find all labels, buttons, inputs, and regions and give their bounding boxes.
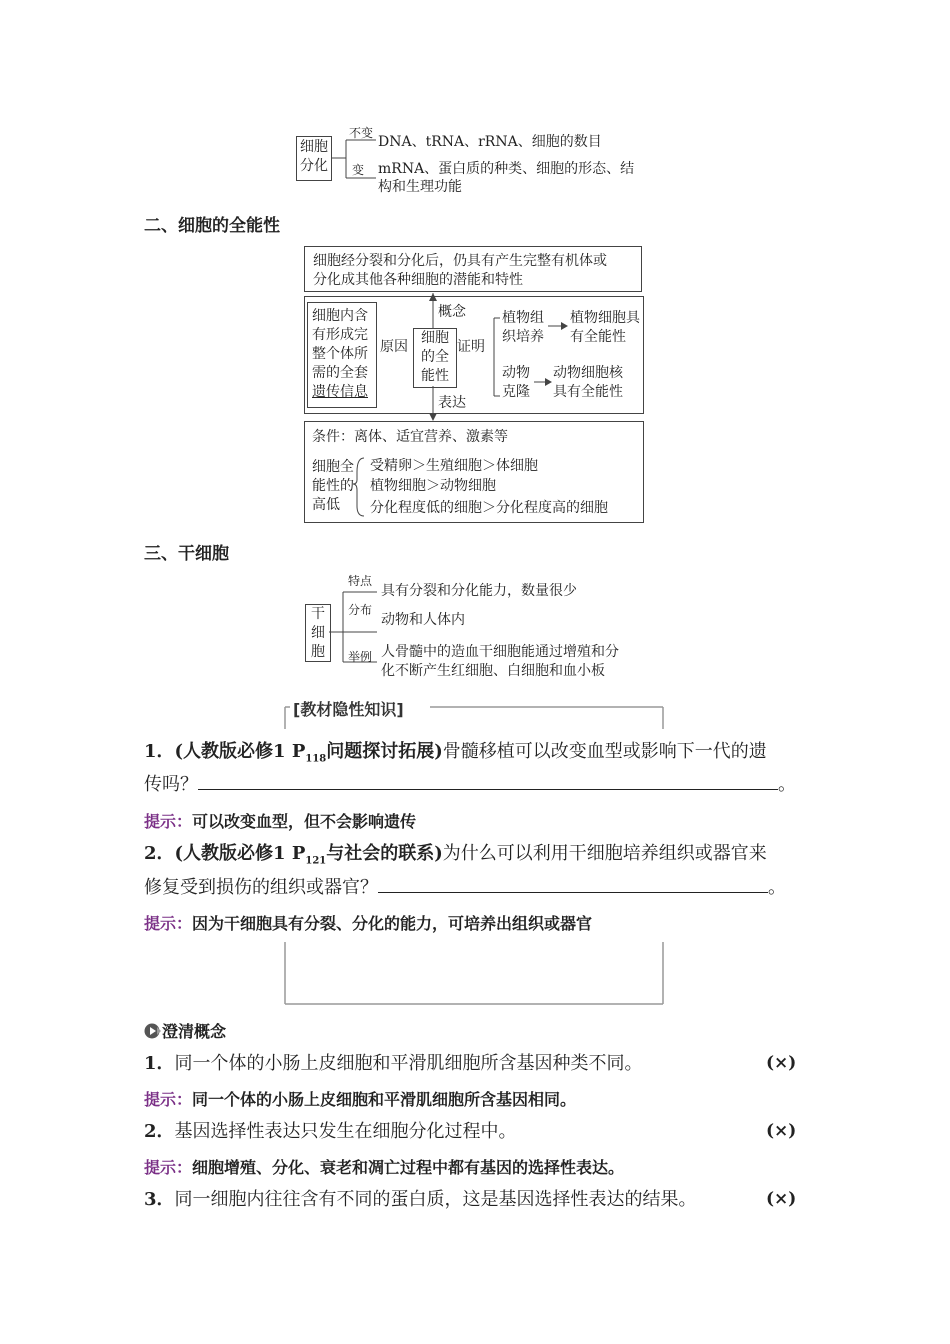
clarify-2-hint-text: 细胞增殖、分化、衰老和凋亡过程中都有基因的选择性表达。 [192, 1158, 625, 1177]
hidden-knowledge-title: [教材隐性知识] [293, 700, 404, 719]
level-label-line-3: 高低 [312, 497, 340, 513]
clarify-2-hint [144, 1155, 624, 1178]
clarify-1-hint-text: 同一个体的小肠上皮细胞和平滑肌细胞所含基因相同。 [192, 1090, 577, 1109]
q1-source-tail: 问题探讨拓展) [326, 741, 443, 762]
center-line-1: 细胞 [421, 330, 449, 346]
q1-answer-blank[interactable] [198, 773, 778, 790]
question-2 [144, 842, 824, 874]
question-2-line-2 [144, 876, 786, 900]
answer-2-text: 因为干细胞具有分裂、分化的能力，可培养出组织或器官 [192, 914, 593, 933]
clarify-3-text: 同一细胞内往往含有不同的蛋白质，这是基因选择性表达的结果。 [174, 1189, 697, 1210]
proof-label: 证明 [457, 339, 485, 355]
hint-label: 提示： [144, 914, 193, 933]
clarify-item-1 [144, 1052, 643, 1076]
order-line-2: 植物细胞＞动物细胞 [370, 478, 496, 494]
animal-clone-line-2: 克隆 [502, 384, 530, 400]
hint-label: 提示： [144, 1158, 193, 1177]
concept-label: 概念 [438, 304, 466, 320]
clarify-item-3 [144, 1188, 697, 1212]
plant-result-line-2: 有全能性 [570, 329, 626, 345]
express-label: 表达 [438, 395, 466, 411]
clarify-2-text: 基因选择性表达只发生在细胞分化过程中。 [174, 1121, 517, 1142]
clarify-heading [144, 1019, 226, 1042]
question-1-line-2 [144, 773, 796, 797]
diff-label-2: 分化 [300, 158, 328, 174]
question-1 [144, 740, 824, 772]
q2-end: 。 [768, 877, 786, 898]
q2-text: 为什么可以利用干细胞培养组织或器官来 [442, 843, 767, 864]
reason-line-2: 有形成完 [312, 327, 368, 343]
clarify-1-mark: (×) [766, 1053, 797, 1073]
plant-culture-line-2: 织培养 [502, 329, 544, 345]
order-line-1: 受精卵＞生殖细胞＞体细胞 [370, 458, 538, 474]
order-line-3: 分化程度低的细胞＞分化程度高的细胞 [370, 500, 608, 516]
feature-text-content: 具有分裂和分化能力，数量很少 [381, 583, 577, 599]
reason-line-5: 遗传信息 [312, 384, 368, 400]
feature-tag: 特点 [348, 574, 373, 588]
level-label-line-2: 能性的 [312, 478, 354, 494]
plant-result-line-1: 植物细胞具 [570, 310, 640, 326]
diff-unchanged-text: DNA、tRNA、rRNA、细胞的数目 [378, 134, 602, 150]
q2-page: 121 [305, 855, 327, 867]
distribution-tag: 分布 [348, 603, 373, 617]
section2-title: 二、细胞的全能性 [144, 216, 280, 236]
stem-label-2: 细 [311, 625, 325, 641]
level-label-line-1: 细胞全 [312, 459, 354, 475]
reason-line-3: 整个体所 [312, 346, 368, 362]
example-text-2: 化不断产生红细胞、白细胞和血小板 [381, 663, 605, 679]
q1-end: 。 [778, 774, 796, 795]
q1-source: (人教版必修1 P [174, 741, 306, 762]
definition-line-1: 细胞经分裂和分化后，仍具有产生完整有机体或 [313, 253, 607, 269]
diff-changed-tag: 变 [352, 163, 365, 177]
reason-label: 原因 [380, 339, 408, 355]
q2-text-2: 修复受到损伤的组织或器官？ [144, 877, 378, 898]
distribution-text: 动物和人体内 [381, 612, 465, 628]
animal-result-line-1: 动物细胞核 [553, 365, 623, 381]
center-line-2: 的全 [421, 349, 449, 365]
hint-label: 提示： [144, 812, 193, 831]
clarify-2-mark: (×) [766, 1121, 797, 1141]
q2-source: (人教版必修1 P [174, 843, 306, 864]
answer-1-text: 可以改变血型，但不会影响遗传 [192, 812, 417, 831]
clarify-1-text: 同一个体的小肠上皮细胞和平滑肌细胞所含基因种类不同。 [174, 1053, 643, 1074]
clarify-item-2 [144, 1120, 517, 1144]
hint-label: 提示： [144, 1090, 193, 1109]
section3-title: 三、干细胞 [144, 544, 229, 564]
q1-page: 118 [305, 753, 327, 765]
example-text-1: 人骨髓中的造血干细胞能通过增殖和分 [381, 644, 619, 660]
plant-culture-line-1: 植物组 [502, 310, 544, 326]
q2-answer-blank[interactable] [378, 876, 768, 893]
clarify-1-hint [144, 1087, 576, 1110]
condition-text: 条件：离体、适宜营养、激素等 [312, 429, 508, 445]
answer-2 [144, 911, 592, 934]
example-tag: 举例 [348, 650, 373, 664]
diff-changed-text-1: mRNA、蛋白质的种类、细胞的形态、结 [378, 161, 635, 177]
q2-source-tail: 与社会的联系) [326, 843, 443, 864]
diff-unchanged-tag: 不变 [349, 126, 374, 140]
definition-line-2: 分化成其他各种细胞的潜能和特性 [313, 272, 523, 288]
animal-clone-line-1: 动物 [502, 365, 530, 381]
answer-1 [144, 809, 416, 832]
clarify-1-number: 1． [144, 1053, 175, 1074]
animal-result-line-2: 具有全能性 [553, 384, 623, 400]
q1-text: 骨髓移植可以改变血型或影响下一代的遗 [442, 741, 767, 762]
clarify-3-number: 3． [144, 1189, 175, 1210]
q2-number: 2． [144, 843, 175, 864]
stem-label-1: 干 [311, 606, 325, 622]
diff-changed-text-2: 构和生理功能 [378, 179, 462, 195]
reason-line-4: 需的全套 [312, 365, 368, 381]
clarify-title: 澄清概念 [162, 1022, 227, 1041]
center-line-3: 能性 [421, 368, 449, 384]
stem-label-3: 胞 [311, 644, 325, 660]
clarify-3-mark: (×) [766, 1189, 797, 1209]
play-icon [144, 1023, 162, 1039]
diff-label-1: 细胞 [300, 139, 328, 155]
reason-line-1: 细胞内含 [312, 308, 368, 324]
clarify-2-number: 2． [144, 1121, 175, 1142]
q1-text-2: 传吗？ [144, 774, 198, 795]
hidden-knowledge-title-text: 教材隐性知识 [300, 700, 397, 719]
q1-number: 1． [144, 741, 175, 762]
